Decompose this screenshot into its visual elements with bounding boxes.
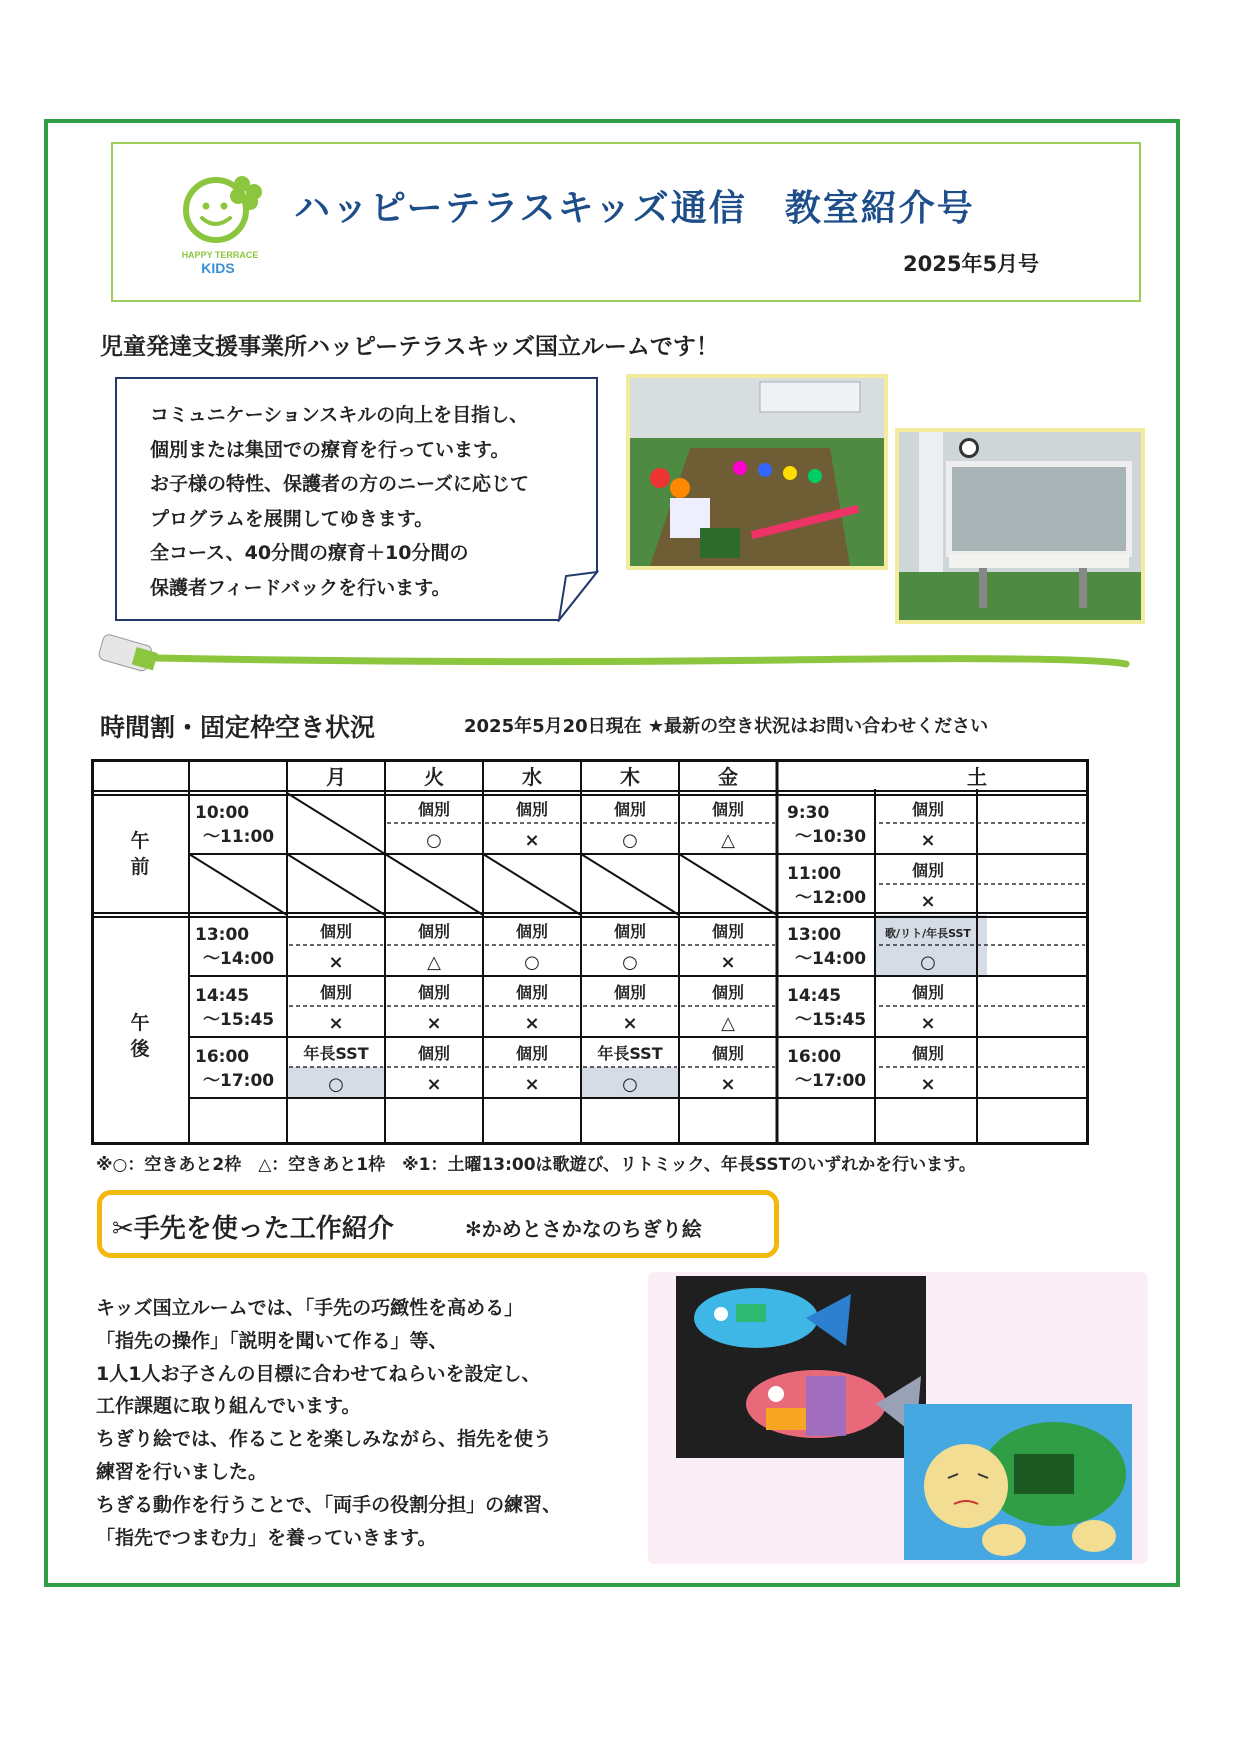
happy-terrace-logo xyxy=(178,170,264,282)
craft-subtitle: ✻かめとさかなのちぎり絵 xyxy=(465,1217,702,1241)
saturday-time: ～15:45 xyxy=(795,1010,867,1030)
slot-availability: ○ xyxy=(328,1074,344,1095)
slot-availability: × xyxy=(720,952,736,973)
logo-text-top: HAPPY TERRACE xyxy=(181,250,259,260)
speech-line: コミュニケーションスキルの向上を目指し、 xyxy=(150,404,529,426)
slot-availability: × xyxy=(426,1013,442,1034)
pm-label: 午 xyxy=(130,1012,150,1034)
slot-type: 年長SST xyxy=(303,1044,369,1063)
saturday-time: 11:00 xyxy=(787,864,842,884)
speech-line: お子様の特性、保護者の方のニーズに応じて xyxy=(150,473,530,495)
slot-type: 個別 xyxy=(515,800,549,819)
craft-line: 工作課題に取り組んでいます。 xyxy=(96,1395,361,1418)
saturday-time: ～17:00 xyxy=(795,1071,867,1091)
saturday-slot-type: 個別 xyxy=(911,983,945,1002)
time-label: ～15:45 xyxy=(203,1010,275,1030)
empty-slot-line xyxy=(287,854,385,915)
saturday-time: 16:00 xyxy=(787,1047,842,1067)
time-label: ～11:00 xyxy=(203,827,275,847)
slot-availability: ○ xyxy=(622,952,638,973)
logo-text-bottom: KIDS xyxy=(201,260,235,276)
speech-line: 個別または集団での療育を行っています。 xyxy=(150,438,510,461)
time-label: 10:00 xyxy=(195,803,250,823)
slot-type: 個別 xyxy=(613,922,647,941)
slot-type: 個別 xyxy=(711,922,745,941)
slot-availability: × xyxy=(524,1074,540,1095)
slot-type: 個別 xyxy=(319,983,353,1002)
day-header: 土 xyxy=(967,765,987,789)
slot-availability: × xyxy=(524,830,540,851)
newsletter-title: ハッピーテラスキッズ通信 教室紹介号 xyxy=(294,188,975,229)
slot-type: 個別 xyxy=(417,1044,451,1063)
slot-availability: × xyxy=(328,1013,344,1034)
saturday-slot-availability: × xyxy=(920,1074,936,1095)
slot-type: 個別 xyxy=(613,983,647,1002)
saturday-time: ～10:30 xyxy=(795,827,867,847)
slot-type: 個別 xyxy=(515,983,549,1002)
time-label: 16:00 xyxy=(195,1047,250,1067)
empty-slot-line xyxy=(483,854,581,915)
saturday-time: 13:00 xyxy=(787,925,842,945)
craft-description xyxy=(96,1292,561,1554)
craft-line: キッズ国立ルームでは、「手先の巧緻性を高める」 xyxy=(96,1297,524,1319)
slot-type: 個別 xyxy=(417,983,451,1002)
craft-title: ✂手先を使った工作紹介 xyxy=(112,1214,394,1244)
slot-availability: △ xyxy=(721,830,735,851)
saturday-slot-availability: × xyxy=(920,1013,936,1034)
slot-availability: ○ xyxy=(622,1074,638,1095)
schedule-footnote: ※○：空きあと2枠 △：空きあと1枠 ※1：土曜13:00は歌遊び、リトミック、年長SSTのいずれかを行います。 xyxy=(96,1155,976,1175)
empty-slot-line xyxy=(679,854,777,915)
day-header: 木 xyxy=(620,765,640,789)
slot-availability: △ xyxy=(427,952,441,973)
craft-line: 練習を行いました。 xyxy=(96,1460,268,1483)
saturday-slot-type: 個別 xyxy=(911,1044,945,1063)
fish-collage-photo xyxy=(676,1276,926,1458)
slot-availability: ○ xyxy=(622,830,638,851)
slot-type: 年長SST xyxy=(597,1044,663,1063)
craft-line: ちぎる動作を行うことで、「両手の役割分担」の練習、 xyxy=(96,1493,562,1516)
schedule-title: 時間割・固定枠空き状況 xyxy=(100,713,376,742)
day-header: 金 xyxy=(718,765,738,789)
time-label: ～17:00 xyxy=(203,1071,275,1091)
slot-availability: ○ xyxy=(524,952,540,973)
slot-availability: △ xyxy=(721,1013,735,1034)
empty-slot-line xyxy=(189,854,287,915)
speech-line: 保護者フィードバックを行います。 xyxy=(150,576,451,599)
slot-availability: × xyxy=(622,1013,638,1034)
slot-type: 個別 xyxy=(613,800,647,819)
schedule-note: 2025年5月20日現在 ★最新の空き状況はお問い合わせください xyxy=(464,716,989,737)
empty-slot-line xyxy=(581,854,679,915)
speech-text xyxy=(150,398,529,605)
craft-line: ちぎり絵では、作ることを楽しみながら、指先を使う xyxy=(96,1428,553,1451)
time-label: 13:00 xyxy=(195,925,250,945)
classroom-photo-floor xyxy=(626,374,888,570)
day-header: 火 xyxy=(424,765,444,789)
classroom-photo-desk xyxy=(895,428,1145,624)
craft-line: 「指先でつまむ力」を養っていきます。 xyxy=(96,1526,437,1549)
slot-availability: × xyxy=(524,1013,540,1034)
saturday-slot-availability: × xyxy=(920,891,936,912)
time-label: 14:45 xyxy=(195,986,250,1006)
slot-type: 個別 xyxy=(515,922,549,941)
turtle-collage-photo xyxy=(904,1404,1132,1560)
slot-type: 個別 xyxy=(417,922,451,941)
saturday-slot-type: 個別 xyxy=(911,861,945,880)
slot-availability: × xyxy=(426,1074,442,1095)
slot-availability: × xyxy=(328,952,344,973)
issue-date: 2025年5月号 xyxy=(903,252,1040,276)
craft-line: 「指先の操作」「説明を聞いて作る」等、 xyxy=(96,1329,448,1352)
saturday-slot-type: 個別 xyxy=(911,800,945,819)
slot-availability: × xyxy=(720,1074,736,1095)
schedule-table xyxy=(91,759,1089,1145)
slot-type: 個別 xyxy=(711,1044,745,1063)
slot-type: 個別 xyxy=(319,922,353,941)
saturday-time: 9:30 xyxy=(787,803,830,823)
slot-type: 個別 xyxy=(515,1044,549,1063)
saturday-time: ～14:00 xyxy=(795,949,867,969)
saturday-slot-availability: ○ xyxy=(920,952,936,973)
speech-line: プログラムを展開してゆきます。 xyxy=(150,507,434,530)
craft-line: 1人1人お子さんの目標に合わせてねらいを設定し、 xyxy=(96,1362,541,1385)
speech-line: 全コース、40分間の療育＋10分間の xyxy=(150,542,469,564)
saturday-slot-availability: × xyxy=(920,830,936,851)
saturday-time: 14:45 xyxy=(787,986,842,1006)
slot-type: 個別 xyxy=(711,983,745,1002)
time-label: ～14:00 xyxy=(203,949,275,969)
slot-type: 個別 xyxy=(417,800,451,819)
pm-label: 後 xyxy=(130,1038,150,1060)
empty-slot-line xyxy=(385,854,483,915)
saturday-time: ～12:00 xyxy=(795,888,867,908)
slot-availability: ○ xyxy=(426,830,442,851)
slot-type: 個別 xyxy=(711,800,745,819)
intro-heading: 児童発達支援事業所ハッピーテラスキッズ国立ルームです！ xyxy=(100,334,719,360)
paint-brush-divider xyxy=(86,634,1136,682)
am-label: 午 xyxy=(130,830,150,852)
saturday-slot-type: 歌/リト/年長SST xyxy=(885,927,971,940)
am-label: 前 xyxy=(130,856,150,878)
empty-slot-line xyxy=(287,793,385,854)
day-header: 水 xyxy=(522,765,542,789)
day-header: 月 xyxy=(326,765,346,789)
